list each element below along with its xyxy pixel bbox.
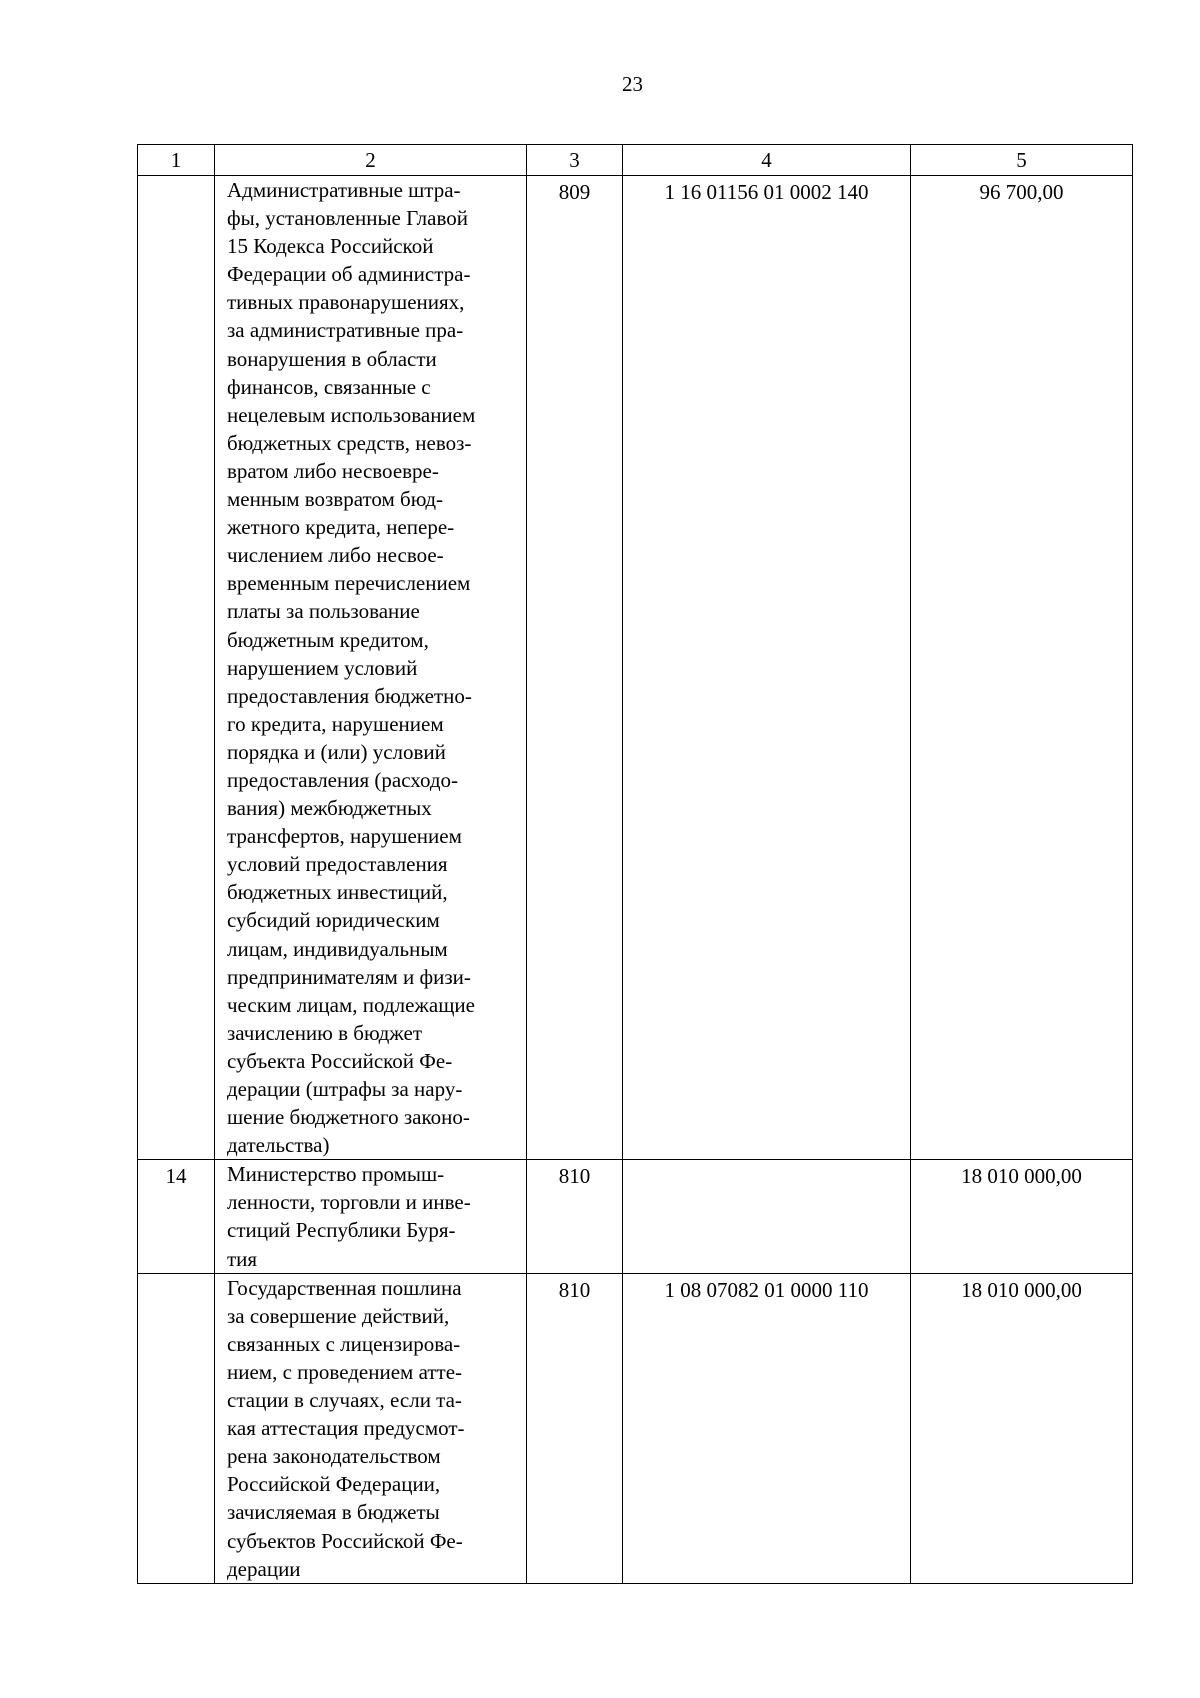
amount-cell: 96 700,00 <box>911 176 1133 1160</box>
admin-code-cell: 809 <box>527 176 623 1160</box>
table-row <box>138 1160 1133 1273</box>
kbk-code-cell: 1 08 07082 01 0000 110 <box>623 1273 911 1583</box>
header-col-1: 1 <box>138 145 215 176</box>
header-col-3: 3 <box>527 145 623 176</box>
table-row <box>138 176 1133 1160</box>
header-col-4: 4 <box>623 145 911 176</box>
revenue-name-cell <box>215 1273 527 1583</box>
table-header-row <box>138 145 1133 176</box>
header-col-5: 5 <box>911 145 1133 176</box>
revenue-name-text: Административные штра- фы, установленные Главой 15 Кодекса Российской Федерации об администра- тивных правонарушениях, за административные пра- вонарушения в области финансов, связанные с нецелевым использованием бюджетных средств, невоз- вратом либо несвоевре- менным возвратом бюд- жетного кредита, непере- числением либо несвое- временным перечислением платы за пользование бюджетным кредитом, нарушением условий предоставления бюджетно- го кредита, нарушением порядка и (или) условий предоставления (расходо- вания) межбюджетных трансфертов, нарушением условий предоставления бюджетных инвестиций, субсидий юридическим лицам, индивидуальным предпринимателям и физи- ческим лицам, подлежащие зачислению в бюджет субъекта Российской Фе- дерации (штрафы за нару- шение бюджетного законо- дательства) <box>227 178 476 1158</box>
header-col-2: 2 <box>215 145 527 176</box>
row-number-cell: 14 <box>138 1160 215 1273</box>
kbk-code-cell: 1 16 01156 01 0002 140 <box>623 176 911 1160</box>
table-row <box>138 1273 1133 1583</box>
revenue-name-cell <box>215 1160 527 1273</box>
admin-code-cell: 810 <box>527 1160 623 1273</box>
page-number: 23 <box>622 72 643 96</box>
revenue-name-text: Министерство промыш- ленности, торговли и инве- стиций Республики Буря- тия <box>227 1162 471 1271</box>
revenue-name-text: Государственная пошлина за совершение действий, связанных с лицензирова- нием, с проведением атте- стации в случаях, если та- кая аттестация предусмот- рена законодательством Российской Федерации, зачисляемая в бюджеты субъектов Российской Фе- дерации <box>227 1275 465 1581</box>
amount-cell: 18 010 000,00 <box>911 1273 1133 1583</box>
revenue-name-cell <box>215 176 527 1160</box>
row-number-cell <box>138 1273 215 1583</box>
budget-revenue-table <box>137 144 1133 1584</box>
amount-cell: 18 010 000,00 <box>911 1160 1133 1273</box>
admin-code-cell: 810 <box>527 1273 623 1583</box>
kbk-code-cell <box>623 1160 911 1273</box>
row-number-cell <box>138 176 215 1160</box>
